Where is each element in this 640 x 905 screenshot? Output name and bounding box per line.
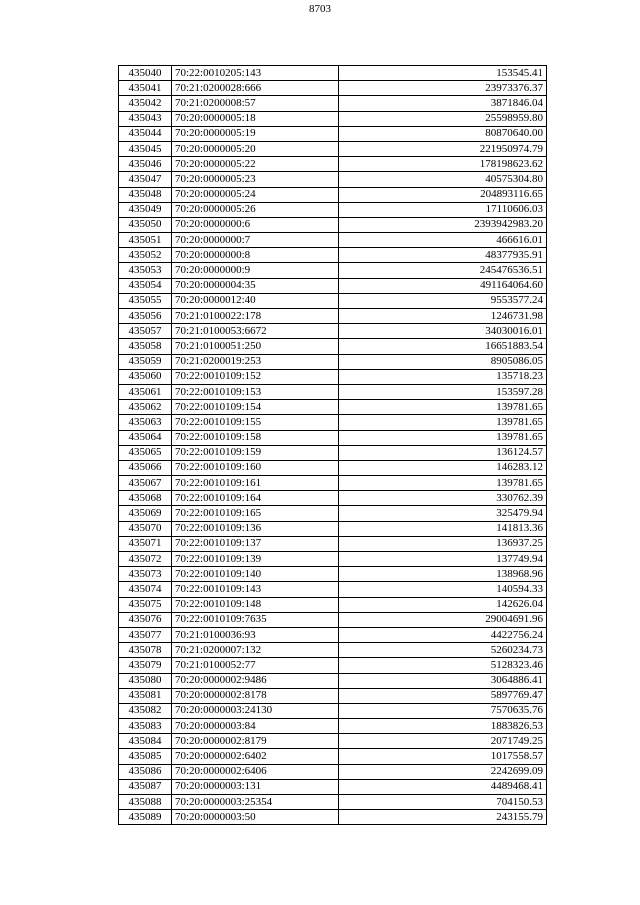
- cadastral-number-cell: 70:20:0000005:18: [172, 111, 339, 126]
- table-row: [119, 369, 547, 384]
- table-row: [119, 810, 547, 825]
- row-number-cell: 435058: [119, 339, 172, 354]
- value-cell: 80870640.00: [339, 126, 547, 141]
- row-number-cell: 435073: [119, 567, 172, 582]
- table-row: [119, 749, 547, 764]
- table-row: [119, 324, 547, 339]
- cadastral-number-cell: 70:20:0000000:6: [172, 217, 339, 232]
- row-number-cell: 435055: [119, 293, 172, 308]
- row-number-cell: 435082: [119, 703, 172, 718]
- cadastral-number-cell: 70:20:0000005:19: [172, 126, 339, 141]
- row-number-cell: 435057: [119, 324, 172, 339]
- table-row: [119, 309, 547, 324]
- table-row: [119, 430, 547, 445]
- table-row: [119, 187, 547, 202]
- cadastral-number-cell: 70:20:0000000:8: [172, 248, 339, 263]
- cadastral-number-cell: 70:20:0000004:35: [172, 278, 339, 293]
- value-cell: 704150.53: [339, 795, 547, 810]
- table-row: [119, 536, 547, 551]
- cadastral-value-table: [118, 65, 547, 825]
- row-number-cell: 435053: [119, 263, 172, 278]
- cadastral-number-cell: 70:21:0100053:6672: [172, 324, 339, 339]
- value-cell: 142626.04: [339, 597, 547, 612]
- row-number-cell: 435070: [119, 521, 172, 536]
- cadastral-number-cell: 70:22:0010109:136: [172, 521, 339, 536]
- value-cell: 5897769.47: [339, 688, 547, 703]
- value-cell: 141813.36: [339, 521, 547, 536]
- table-row: [119, 354, 547, 369]
- cadastral-number-cell: 70:22:0010109:155: [172, 415, 339, 430]
- cadastral-number-cell: 70:21:0200019:253: [172, 354, 339, 369]
- row-number-cell: 435079: [119, 658, 172, 673]
- table-row: [119, 81, 547, 96]
- table-row: [119, 66, 547, 81]
- row-number-cell: 435081: [119, 688, 172, 703]
- value-cell: 221950974.79: [339, 141, 547, 156]
- value-cell: 146283.12: [339, 460, 547, 475]
- table-row: [119, 293, 547, 308]
- value-cell: 245476536.51: [339, 263, 547, 278]
- cadastral-number-cell: 70:22:0010109:153: [172, 384, 339, 399]
- cadastral-number-cell: 70:22:0010109:159: [172, 445, 339, 460]
- cadastral-number-cell: 70:22:0010109:152: [172, 369, 339, 384]
- value-cell: 178198623.62: [339, 157, 547, 172]
- cadastral-number-cell: 70:20:0000000:9: [172, 263, 339, 278]
- row-number-cell: 435083: [119, 719, 172, 734]
- row-number-cell: 435056: [119, 309, 172, 324]
- cadastral-number-cell: 70:21:0100052:77: [172, 658, 339, 673]
- cadastral-number-cell: 70:20:0000005:23: [172, 172, 339, 187]
- value-cell: 4489468.41: [339, 779, 547, 794]
- value-cell: 139781.65: [339, 476, 547, 491]
- row-number-cell: 435064: [119, 430, 172, 445]
- value-cell: 139781.65: [339, 415, 547, 430]
- table-row: [119, 658, 547, 673]
- table-row: [119, 400, 547, 415]
- row-number-cell: 435080: [119, 673, 172, 688]
- table-row: [119, 445, 547, 460]
- value-cell: 153545.41: [339, 66, 547, 81]
- value-cell: 1883826.53: [339, 719, 547, 734]
- table-row: [119, 643, 547, 658]
- value-cell: 2393942983.20: [339, 217, 547, 232]
- cadastral-number-cell: 70:20:0000002:8178: [172, 688, 339, 703]
- row-number-cell: 435041: [119, 81, 172, 96]
- row-number-cell: 435042: [119, 96, 172, 111]
- table-row: [119, 202, 547, 217]
- table-row: [119, 552, 547, 567]
- row-number-cell: 435061: [119, 384, 172, 399]
- row-number-cell: 435067: [119, 476, 172, 491]
- cadastral-number-cell: 70:21:0200008:57: [172, 96, 339, 111]
- table-row: [119, 384, 547, 399]
- table-row: [119, 248, 547, 263]
- cadastral-number-cell: 70:20:0000003:84: [172, 719, 339, 734]
- page-number: 8703: [309, 3, 331, 15]
- row-number-cell: 435049: [119, 202, 172, 217]
- value-cell: 2071749.25: [339, 734, 547, 749]
- row-number-cell: 435051: [119, 233, 172, 248]
- table-row: [119, 476, 547, 491]
- row-number-cell: 435062: [119, 400, 172, 415]
- row-number-cell: 435077: [119, 627, 172, 642]
- row-number-cell: 435040: [119, 66, 172, 81]
- value-cell: 25598959.80: [339, 111, 547, 126]
- table-row: [119, 339, 547, 354]
- cadastral-number-cell: 70:22:0010109:137: [172, 536, 339, 551]
- value-cell: 16651883.54: [339, 339, 547, 354]
- table-row: [119, 460, 547, 475]
- table-row: [119, 795, 547, 810]
- row-number-cell: 435074: [119, 582, 172, 597]
- cadastral-number-cell: 70:20:0000005:20: [172, 141, 339, 156]
- cadastral-number-cell: 70:21:0100022:178: [172, 309, 339, 324]
- table-row: [119, 734, 547, 749]
- table-row: [119, 172, 547, 187]
- table-row: [119, 233, 547, 248]
- value-cell: 491164064.60: [339, 278, 547, 293]
- row-number-cell: 435043: [119, 111, 172, 126]
- cadastral-number-cell: 70:20:0000002:9486: [172, 673, 339, 688]
- value-cell: 8905086.05: [339, 354, 547, 369]
- value-cell: 40575304.80: [339, 172, 547, 187]
- table-row: [119, 111, 547, 126]
- cadastral-number-cell: 70:20:0000005:24: [172, 187, 339, 202]
- table-row: [119, 506, 547, 521]
- row-number-cell: 435089: [119, 810, 172, 825]
- table-row: [119, 582, 547, 597]
- row-number-cell: 435052: [119, 248, 172, 263]
- cadastral-number-cell: 70:20:0000005:26: [172, 202, 339, 217]
- value-cell: 3064886.41: [339, 673, 547, 688]
- value-cell: 139781.65: [339, 400, 547, 415]
- value-cell: 9553577.24: [339, 293, 547, 308]
- value-cell: 3871846.04: [339, 96, 547, 111]
- row-number-cell: 435071: [119, 536, 172, 551]
- cadastral-number-cell: 70:22:0010109:148: [172, 597, 339, 612]
- row-number-cell: 435063: [119, 415, 172, 430]
- cadastral-number-cell: 70:22:0010109:165: [172, 506, 339, 521]
- cadastral-number-cell: 70:22:0010109:7635: [172, 612, 339, 627]
- value-cell: 139781.65: [339, 430, 547, 445]
- value-cell: 135718.23: [339, 369, 547, 384]
- row-number-cell: 435069: [119, 506, 172, 521]
- cadastral-number-cell: 70:22:0010109:164: [172, 491, 339, 506]
- value-cell: 1017558.57: [339, 749, 547, 764]
- table-row: [119, 779, 547, 794]
- value-cell: 17110606.03: [339, 202, 547, 217]
- value-cell: 2242699.09: [339, 764, 547, 779]
- cadastral-number-cell: 70:20:0000005:22: [172, 157, 339, 172]
- row-number-cell: 435066: [119, 460, 172, 475]
- cadastral-number-cell: 70:22:0010109:160: [172, 460, 339, 475]
- cadastral-number-cell: 70:20:0000012:40: [172, 293, 339, 308]
- cadastral-number-cell: 70:20:0000003:25354: [172, 795, 339, 810]
- row-number-cell: 435087: [119, 779, 172, 794]
- row-number-cell: 435050: [119, 217, 172, 232]
- row-number-cell: 435047: [119, 172, 172, 187]
- table-row: [119, 217, 547, 232]
- cadastral-number-cell: 70:22:0010109:161: [172, 476, 339, 491]
- value-cell: 5260234.73: [339, 643, 547, 658]
- cadastral-number-cell: 70:20:0000002:6402: [172, 749, 339, 764]
- cadastral-number-cell: 70:20:0000000:7: [172, 233, 339, 248]
- table-row: [119, 719, 547, 734]
- value-cell: 243155.79: [339, 810, 547, 825]
- row-number-cell: 435045: [119, 141, 172, 156]
- table-row: [119, 703, 547, 718]
- row-number-cell: 435085: [119, 749, 172, 764]
- value-cell: 325479.94: [339, 506, 547, 521]
- table-row: [119, 688, 547, 703]
- cadastral-number-cell: 70:20:0000003:50: [172, 810, 339, 825]
- cadastral-number-cell: 70:22:0010109:158: [172, 430, 339, 445]
- row-number-cell: 435078: [119, 643, 172, 658]
- table-row: [119, 278, 547, 293]
- value-cell: 7570635.76: [339, 703, 547, 718]
- row-number-cell: 435048: [119, 187, 172, 202]
- value-cell: 138968.96: [339, 567, 547, 582]
- cadastral-number-cell: 70:20:0000003:24130: [172, 703, 339, 718]
- row-number-cell: 435054: [119, 278, 172, 293]
- row-number-cell: 435068: [119, 491, 172, 506]
- cadastral-number-cell: 70:20:0000002:8179: [172, 734, 339, 749]
- row-number-cell: 435046: [119, 157, 172, 172]
- table-row: [119, 157, 547, 172]
- table-row: [119, 141, 547, 156]
- table-row: [119, 263, 547, 278]
- table-row: [119, 627, 547, 642]
- table-row: [119, 96, 547, 111]
- row-number-cell: 435044: [119, 126, 172, 141]
- value-cell: 204893116.65: [339, 187, 547, 202]
- row-number-cell: 435086: [119, 764, 172, 779]
- table-row: [119, 567, 547, 582]
- row-number-cell: 435076: [119, 612, 172, 627]
- value-cell: 4422756.24: [339, 627, 547, 642]
- row-number-cell: 435065: [119, 445, 172, 460]
- table-row: [119, 673, 547, 688]
- cadastral-number-cell: 70:22:0010109:139: [172, 552, 339, 567]
- value-cell: 137749.94: [339, 552, 547, 567]
- cadastral-number-cell: 70:22:0010109:143: [172, 582, 339, 597]
- value-cell: 330762.39: [339, 491, 547, 506]
- value-cell: 136124.57: [339, 445, 547, 460]
- table-row: [119, 612, 547, 627]
- cadastral-number-cell: 70:21:0200007:132: [172, 643, 339, 658]
- row-number-cell: 435059: [119, 354, 172, 369]
- cadastral-number-cell: 70:20:0000003:131: [172, 779, 339, 794]
- value-cell: 23973376.37: [339, 81, 547, 96]
- row-number-cell: 435072: [119, 552, 172, 567]
- cadastral-number-cell: 70:20:0000002:6406: [172, 764, 339, 779]
- value-cell: 153597.28: [339, 384, 547, 399]
- cadastral-number-cell: 70:21:0100036:93: [172, 627, 339, 642]
- table-row: [119, 597, 547, 612]
- cadastral-number-cell: 70:22:0010205:143: [172, 66, 339, 81]
- value-cell: 29004691.96: [339, 612, 547, 627]
- row-number-cell: 435060: [119, 369, 172, 384]
- table-row: [119, 491, 547, 506]
- value-cell: 5128323.46: [339, 658, 547, 673]
- row-number-cell: 435084: [119, 734, 172, 749]
- value-cell: 48377935.91: [339, 248, 547, 263]
- row-number-cell: 435075: [119, 597, 172, 612]
- value-cell: 466616.01: [339, 233, 547, 248]
- cadastral-number-cell: 70:22:0010109:154: [172, 400, 339, 415]
- cadastral-number-cell: 70:21:0200028:666: [172, 81, 339, 96]
- table-body: [119, 66, 547, 825]
- value-cell: 136937.25: [339, 536, 547, 551]
- cadastral-number-cell: 70:22:0010109:140: [172, 567, 339, 582]
- value-cell: 1246731.98: [339, 309, 547, 324]
- table-row: [119, 415, 547, 430]
- value-cell: 34030016.01: [339, 324, 547, 339]
- table-row: [119, 764, 547, 779]
- row-number-cell: 435088: [119, 795, 172, 810]
- table-row: [119, 126, 547, 141]
- table-row: [119, 521, 547, 536]
- value-cell: 140594.33: [339, 582, 547, 597]
- cadastral-number-cell: 70:21:0100051:250: [172, 339, 339, 354]
